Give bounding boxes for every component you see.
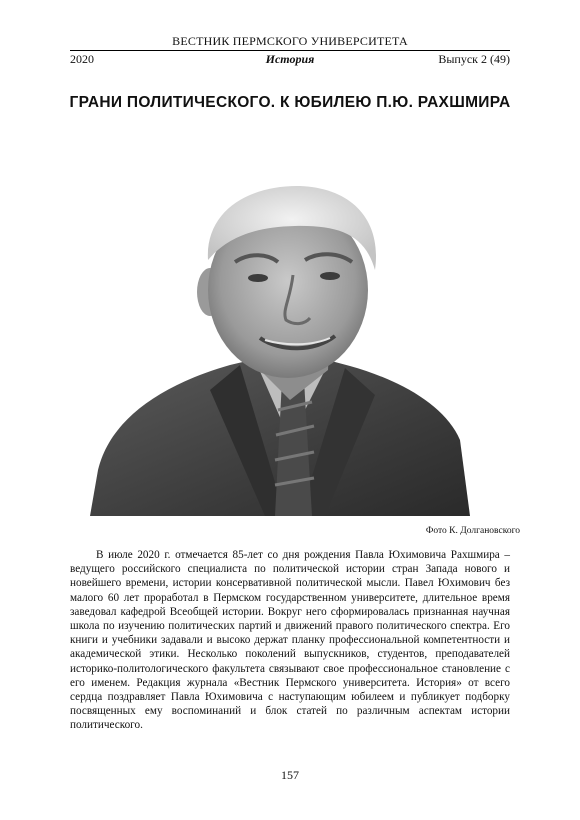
running-header <box>70 50 510 65</box>
portrait-photo <box>90 180 470 516</box>
journal-title: ВЕСТНИК ПЕРМСКОГО УНИВЕРСИТЕТА <box>172 34 408 48</box>
page-number: 157 <box>281 768 299 782</box>
article-body: В июле 2020 г. отмечается 85-лет со дня рождения Павла Юхимовича Рахшмира – ведущего российского специалиста по политической истории стран Запада нового и новейшего времени, истории консервативной политической мысли. Павел Юхимович без малого 60 лет проработал в Пермском государственном университете, длительное время заведовал кафедрой Всеобщей истории. Вокруг него сформировалась признанная научная школа по изучению политических партий и движений правого политического спектра. Его книги и учебники задавали и высоко держат планку профессиональной компетентности и академической этики. Несколько поколений выпускников, студентов, преподавателей историко-политологического факультета связывают свое профессиональное становление с его именем. Редакция журнала «Вестник Пермского университета. История» от всего сердца поздравляет Павла Юхимовича с наступающим юбилеем и публикует подборку посвященных ему воспоминаний и блок статей по различным аспектам истории политического. <box>70 549 510 732</box>
issue-year: 2020 <box>70 52 94 66</box>
section-name: История <box>265 52 315 66</box>
photo-caption: Фото К. Долгановского <box>425 526 520 536</box>
issue-number: Выпуск 2 (49) <box>438 52 510 66</box>
article-title: ГРАНИ ПОЛИТИЧЕСКОГО. К ЮБИЛЕЮ П.Ю. РАХШМИРА <box>69 94 511 111</box>
